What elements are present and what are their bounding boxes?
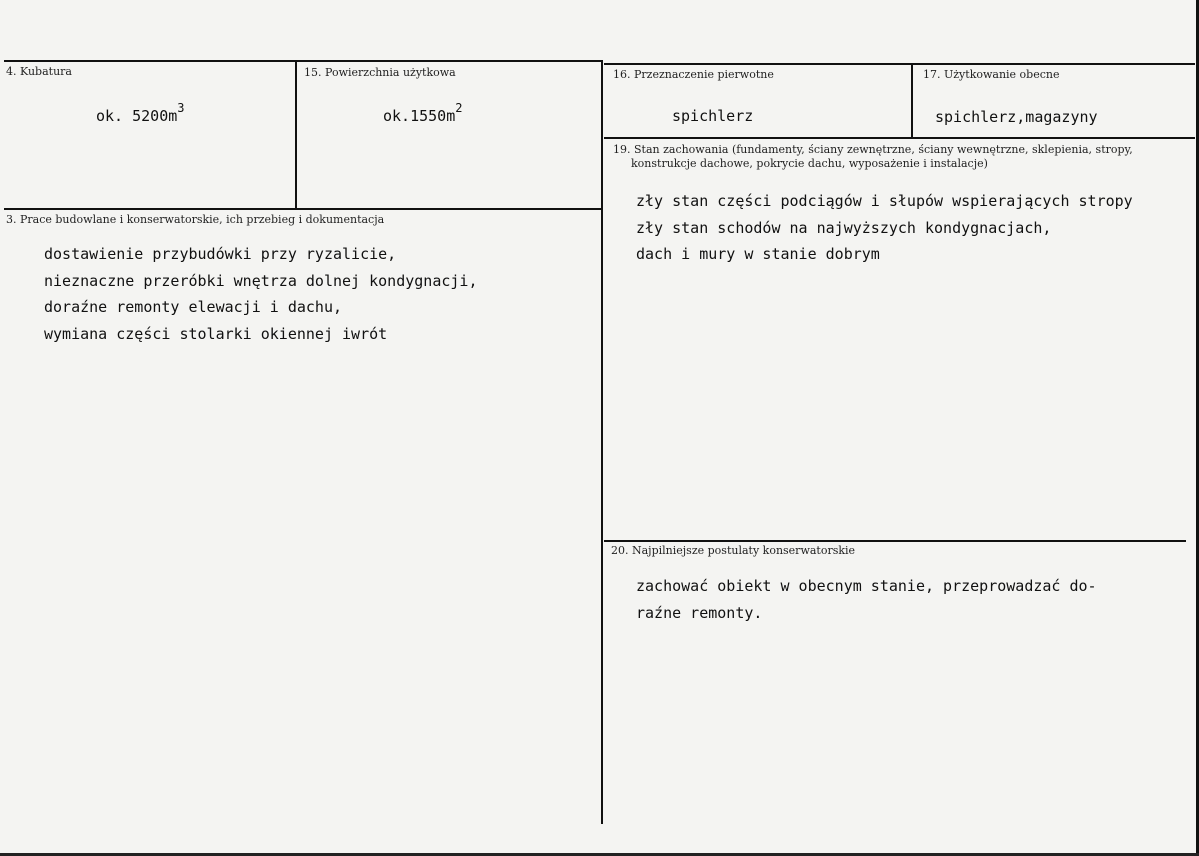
postulaty-text <box>636 573 1097 626</box>
kubatura-value <box>96 101 185 125</box>
stan-line: zły stan części podciągów i słupów wspierających stropy <box>636 192 1133 210</box>
divider-przeznaczenie-uzytkowanie <box>911 63 913 137</box>
stan-line: dach i mury w stanie dobrym <box>636 245 880 263</box>
kubatura-value-text: ok. 5200m <box>96 107 178 125</box>
uzytkowanie-label: 17. Użytkowanie obecne <box>923 68 1060 81</box>
postulaty-line: zachować obiekt w obecnym stanie, przeprowadzać do- <box>636 577 1097 595</box>
stan-text-area <box>636 188 1184 278</box>
prace-line: nieznaczne przeróbki wnętrza dolnej kondygnacji, <box>44 271 478 290</box>
powierzchnia-value <box>383 101 463 125</box>
kubatura-label: 4. Kubatura <box>6 65 72 78</box>
prace-line: dostawienie przybudówki przy ryzalicie, <box>44 245 397 263</box>
rule-above-prace <box>4 208 602 210</box>
kubatura-value-exponent: 3 <box>177 101 185 115</box>
przeznaczenie-value: spichlerz <box>672 107 754 125</box>
prace-line: doraźne remonty elewacji i dachu, <box>44 298 343 316</box>
top-rule-left <box>4 60 602 62</box>
top-rule-right <box>604 63 1195 65</box>
przeznaczenie-label: 16. Przeznaczenie pierwotne <box>613 68 774 81</box>
divider-main-column <box>601 60 603 824</box>
powierzchnia-value-exponent: 2 <box>455 101 463 115</box>
divider-kubatura-powierzchnia <box>295 60 297 208</box>
prace-text <box>44 241 477 347</box>
postulaty-line: raźne remonty. <box>636 603 763 622</box>
prace-label: 3. Prace budowlane i konserwatorskie, ich przebieg i dokumentacja <box>6 213 385 226</box>
postulaty-label: 20. Najpilniejsze postulaty konserwatorskie <box>611 544 856 557</box>
rule-above-stan <box>604 137 1195 139</box>
stan-label-line2: konstrukcje dachowe, pokrycie dachu, wyposażenie i instalacje) <box>631 157 988 170</box>
stan-text <box>636 188 1133 268</box>
powierzchnia-label: 15. Powierzchnia użytkowa <box>304 66 456 79</box>
rule-above-postulaty <box>604 540 1186 542</box>
prace-line: wymiana części stolarki okiennej iwrót <box>44 324 388 343</box>
powierzchnia-value-text: ok.1550m <box>383 107 456 125</box>
stan-label-line1: 19. Stan zachowania (fundamenty, ściany zewnętrzne, ściany wewnętrzne, sklepienia, stropy, <box>613 143 1133 156</box>
uzytkowanie-value: spichlerz,magazyny <box>935 108 1098 126</box>
stan-line: zły stan schodów na najwyższych kondygnacjach, <box>636 218 1052 237</box>
